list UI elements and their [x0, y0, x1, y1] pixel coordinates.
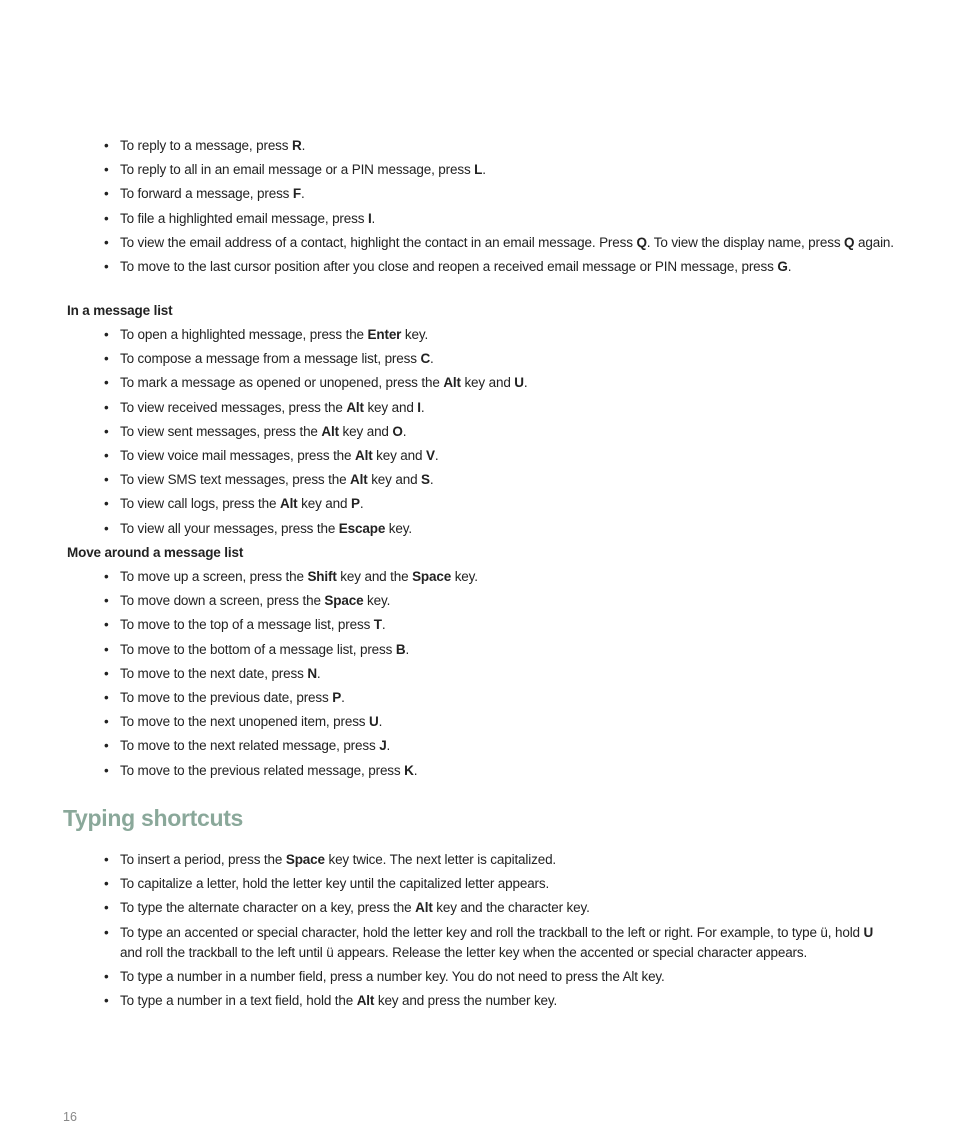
item-text: . [787, 258, 792, 274]
item-text: To open a highlighted message, press the [120, 327, 368, 342]
key-name: B [395, 641, 406, 657]
key-name: Alt [279, 496, 298, 512]
item-text: key and the [336, 569, 413, 584]
list-item [104, 257, 894, 277]
list-item [104, 761, 894, 781]
section-heading-typing-shortcuts: Typing shortcuts [63, 805, 244, 831]
item-text: key and the character key. [432, 900, 590, 916]
item-text: . [429, 472, 434, 488]
list-item [104, 712, 894, 732]
item-text: To move to the next related message, press [120, 738, 380, 754]
item-text: To move up a screen, press the [120, 569, 308, 584]
list-item [104, 160, 894, 180]
item-text: . [301, 186, 305, 202]
item-text: . [386, 738, 391, 754]
item-text: key. [363, 593, 391, 609]
item-text: again. [854, 234, 894, 250]
item-text: To view SMS text messages, press the [120, 472, 351, 488]
item-text: To move to the top of a message list, press [120, 617, 374, 633]
item-text: To move to the next date, press [120, 665, 308, 681]
item-text: . [378, 714, 383, 730]
item-text: . [371, 210, 376, 226]
list-item [104, 373, 894, 393]
list-item [104, 519, 894, 539]
key-name: J [379, 738, 387, 754]
item-text: To type an accented or special character, hold the letter key and roll the trackball to the left or right. For example, to type ü, hold [120, 924, 864, 940]
item-text: . [523, 375, 528, 391]
item-text: To move to the next unopened item, press [120, 714, 369, 730]
key-name: Space [285, 852, 325, 867]
key-name: Alt [350, 472, 368, 488]
key-name: P [350, 496, 360, 512]
list-item [104, 422, 894, 442]
list-item [104, 664, 894, 684]
item-text: To move down a screen, press the [120, 593, 325, 609]
item-text: To file a highlighted email message, press [120, 210, 368, 226]
list-item [104, 233, 894, 253]
key-name: T [373, 617, 382, 633]
item-text: To type a number in a text field, hold the [120, 992, 357, 1008]
item-text: To reply to all in an email message or a PIN message, press [120, 162, 475, 178]
item-text: key and [460, 375, 515, 391]
item-text: To insert a period, press the [120, 852, 286, 867]
item-text: key. [451, 569, 478, 584]
list-item [104, 325, 894, 345]
item-text: To view sent messages, press the [120, 423, 322, 439]
list-item [104, 923, 894, 963]
item-text: To move to the previous related message, press [120, 762, 405, 778]
item-text: key and [367, 472, 422, 488]
key-name: K [404, 762, 414, 778]
key-name: Escape [338, 520, 386, 536]
item-text: . [341, 689, 345, 705]
list-item [104, 991, 894, 1011]
item-text: To move to the previous date, press [120, 689, 333, 705]
list-item [104, 736, 894, 756]
key-name: Enter [367, 327, 402, 342]
list-item [104, 446, 894, 466]
list-item [104, 898, 894, 918]
item-text: To move to the last cursor position after you close and reopen a received email message or PIN message, press [120, 258, 778, 274]
item-text: key and [297, 496, 351, 512]
list-item [104, 567, 894, 587]
item-text: . [482, 162, 486, 178]
item-text: key and press the number key. [374, 992, 558, 1008]
key-name: I [367, 210, 372, 226]
subheading-message-list: In a message list [67, 303, 173, 318]
list-item [104, 184, 894, 204]
item-text: To mark a message as opened or unopened, press the [120, 375, 444, 391]
item-text: To forward a message, press [120, 186, 293, 202]
key-name: Shift [307, 569, 337, 584]
key-name: Alt [443, 375, 461, 391]
item-text: . [420, 399, 425, 415]
item-text: . [359, 496, 364, 512]
item-text: To type the alternate character on a key, press the [120, 900, 416, 916]
key-name: U [514, 375, 524, 391]
item-text: key. [401, 327, 429, 342]
key-name: Q [844, 234, 855, 250]
list-item [104, 591, 894, 611]
key-name: I [417, 399, 421, 415]
item-text: To compose a message from a message list, press [120, 351, 421, 367]
key-name: Q [636, 234, 647, 250]
item-text: key and [363, 399, 418, 415]
item-text: To view voice mail messages, press the [120, 447, 355, 463]
list-item [104, 494, 894, 514]
item-text: . [301, 138, 306, 153]
subheading-move-around: Move around a message list [67, 545, 244, 560]
item-text: To view all your messages, press the [120, 520, 339, 536]
item-text: key. [385, 520, 412, 536]
item-text: key and [372, 447, 426, 463]
key-name: V [425, 447, 435, 463]
key-name: Alt [415, 900, 433, 916]
message-list-shortcuts-list [104, 325, 894, 543]
item-text: . [381, 617, 386, 633]
item-text: . [413, 762, 418, 778]
item-text: . [405, 641, 410, 657]
list-item [104, 470, 894, 490]
list-item [104, 615, 894, 635]
key-name: U [863, 924, 874, 940]
item-text: . [430, 351, 434, 367]
item-text: To type a number in a number field, press a number key. You do not need to press the Alt key. [120, 968, 665, 984]
item-text: To capitalize a letter, hold the letter key until the capitalized letter appears. [120, 876, 550, 892]
key-name: Alt [356, 992, 375, 1008]
item-text: key and [338, 423, 393, 439]
page-number: 16 [63, 1110, 77, 1124]
item-text: To move to the bottom of a message list, press [120, 641, 396, 657]
list-item [104, 874, 894, 894]
key-name: Alt [346, 399, 364, 415]
list-item [104, 398, 894, 418]
item-text: To view received messages, press the [120, 399, 347, 415]
list-item [104, 209, 894, 229]
move-around-shortcuts-list [104, 567, 894, 785]
list-item [104, 967, 894, 987]
key-name: S [421, 472, 430, 488]
key-name: Space [324, 593, 364, 609]
key-name: Alt [321, 423, 339, 439]
reading-shortcuts-list [104, 136, 894, 281]
item-text: To view the email address of a contact, highlight the contact in an email message. Press [120, 234, 637, 250]
key-name: Alt [355, 447, 373, 463]
key-name: U [369, 714, 379, 730]
key-name: C [420, 351, 431, 367]
key-name: N [307, 665, 317, 681]
list-item [104, 349, 894, 369]
item-text: To reply to a message, press [120, 138, 292, 153]
key-name: F [292, 186, 301, 202]
item-text: . To view the display name, press [646, 234, 845, 250]
list-item [104, 850, 894, 870]
item-text: and roll the trackball to the left until ü appears. Release the letter key when the accented or special character appears. [120, 944, 808, 960]
item-text: To view call logs, press the [120, 496, 280, 512]
key-name: P [332, 689, 342, 705]
key-name: Space [412, 569, 452, 584]
list-item [104, 640, 894, 660]
item-text: . [402, 423, 407, 439]
key-name: R [291, 138, 302, 153]
typing-shortcuts-list [104, 850, 894, 1015]
item-text: key twice. The next letter is capitalized. [324, 852, 557, 867]
item-text: . [434, 447, 439, 463]
key-name: O [392, 423, 403, 439]
item-text: . [316, 665, 321, 681]
key-name: L [474, 162, 483, 178]
list-item [104, 136, 894, 156]
key-name: G [777, 258, 788, 274]
list-item [104, 688, 894, 708]
